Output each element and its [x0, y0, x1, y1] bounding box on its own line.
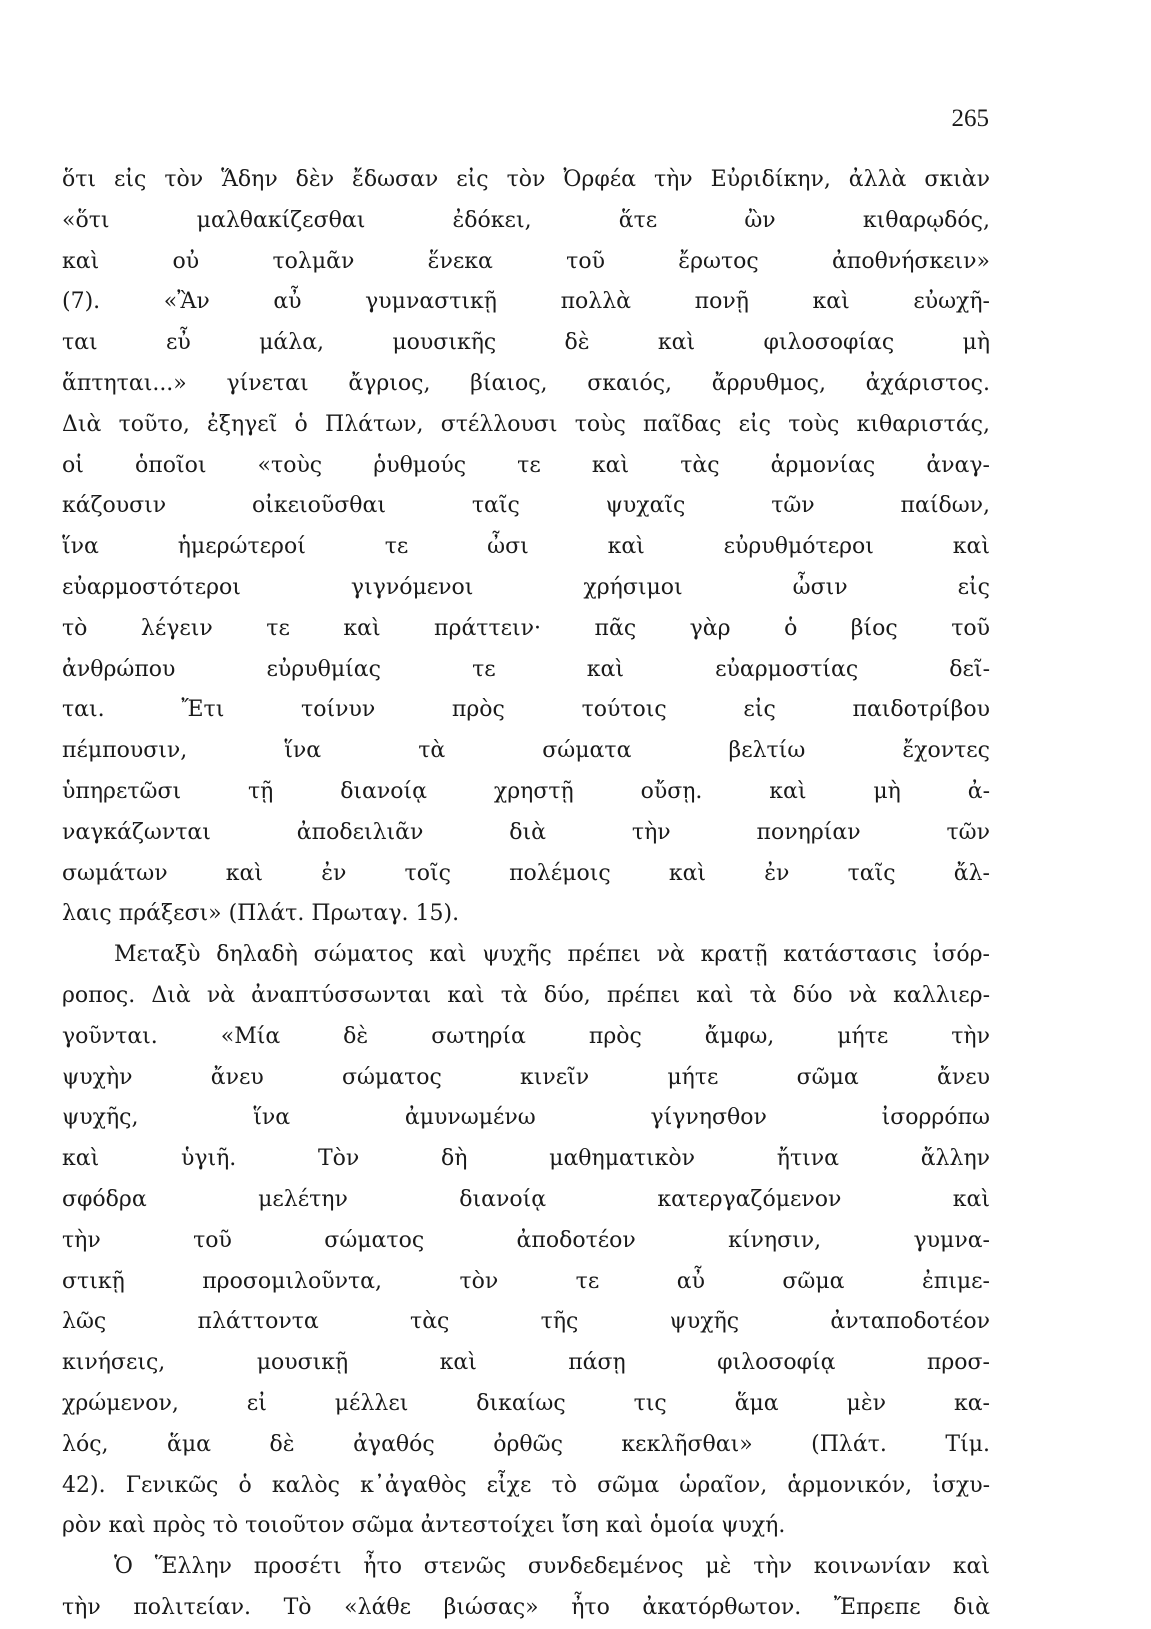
text-line: 42). Γενικῶς ὁ καλὸς κ᾽ἀγαθὸς εἶχε τὸ σῶμα ὡραῖον, ἁρμονικόν, ἰσχυ- [62, 1472, 990, 1498]
text-line: κινήσεις, μουσικῇ καὶ πάσῃ φιλοσοφίᾳ προσ- [62, 1350, 990, 1376]
text-line: κάζουσιν οἰκειοῦσθαι ταῖς ψυχαῖς τῶν παίδων, [62, 493, 990, 519]
text-line: ψυχὴν ἄνευ σώματος κινεῖν μήτε σῶμα ἄνευ [62, 1064, 990, 1090]
text-line: ρὸν καὶ πρὸς τὸ τοιοῦτον σῶμα ἀντεστοίχει ἴση καὶ ὁμοία ψυχή. [62, 1513, 786, 1539]
text-line: ἵνα ἡμερώτεροί τε ὦσι καὶ εὐρυθμότεροι καὶ [62, 534, 990, 560]
text-line: τὸ λέγειν τε καὶ πράττειν· πᾶς γὰρ ὁ βίος τοῦ [62, 615, 990, 641]
text-line: σφόδρα μελέτην διανοίᾳ κατεργαζόμενον καὶ [62, 1186, 990, 1212]
text-line: στικῇ προσομιλοῦντα, τὸν τε αὖ σῶμα ἐπιμε- [62, 1268, 990, 1294]
text-line: Μεταξὺ δηλαδὴ σώματος καὶ ψυχῆς πρέπει νὰ κρατῇ κατάστασις ἰσόρ- [114, 942, 990, 968]
text-line: ἀνθρώπου εὐρυθμίας τε καὶ εὐαρμοστίας δεῖ- [62, 656, 990, 682]
text-line: χρώμενον, εἰ μέλλει δικαίως τις ἅμα μὲν κα- [62, 1390, 990, 1416]
text-line: οἱ ὁποῖοι «τοὺς ῥυθμούς τε καὶ τὰς ἁρμονίας ἀναγ- [62, 452, 990, 478]
text-line: ναγκάζωνται ἀποδειλιᾶν διὰ τὴν πονηρίαν τῶν [62, 819, 990, 845]
text-line: ται εὖ μάλα, μουσικῆς δὲ καὶ φιλοσοφίας μὴ [62, 330, 990, 356]
page-number: 265 [951, 105, 989, 132]
text-line: καὶ οὐ τολμᾶν ἕνεκα τοῦ ἔρωτος ἀποθνήσκειν» [62, 248, 990, 274]
text-line: ται. Ἔτι τοίνυν πρὸς τούτοις εἰς παιδοτρίβου [62, 697, 990, 723]
text-line: ἅπτηται...» γίνεται ἄγριος, βίαιος, σκαιός, ἄρρυθμος, ἀχάριστος. [62, 370, 990, 396]
text-line: σωμάτων καὶ ἐν τοῖς πολέμοις καὶ ἐν ταῖς ἄλ- [62, 860, 990, 886]
text-line: ψυχῆς, ἵνα ἀμυνωμένω γίγνησθον ἰσορρόπω [62, 1105, 990, 1131]
text-line: ὑπηρετῶσι τῇ διανοίᾳ χρηστῇ οὔσῃ. καὶ μὴ ἀ- [62, 778, 990, 804]
text-line: «ὅτι μαλθακίζεσθαι ἐδόκει, ἅτε ὢν κιθαρῳδός, [62, 207, 990, 233]
text-line: τὴν τοῦ σώματος ἀποδοτέον κίνησιν, γυμνα- [62, 1227, 990, 1253]
text-line: λαις πράξεσι» (Πλάτ. Πρωταγ. 15). [62, 901, 460, 927]
text-line: Ὁ Ἕλλην προσέτι ἦτο στενῶς συνδεδεμένος μὲ τὴν κοινωνίαν καὶ [114, 1554, 990, 1580]
body-text [62, 160, 990, 1629]
text-line: λός, ἅμα δὲ ἀγαθός ὀρθῶς κεκλῆσθαι» (Πλάτ. Τίμ. [62, 1431, 990, 1457]
text-line: λῶς πλάττοντα τὰς τῆς ψυχῆς ἀνταποδοτέον [62, 1309, 990, 1335]
text-line: εὐαρμοστότεροι γιγνόμενοι χρήσιμοι ὦσιν εἰς [62, 574, 990, 600]
text-line: πέμπουσιν, ἵνα τὰ σώματα βελτίω ἔχοντες [62, 738, 990, 764]
text-line: ὅτι εἰς τὸν Ἅδην δὲν ἔδωσαν εἰς τὸν Ὀρφέα τὴν Εὐριδίκην, ἀλλὰ σκιὰν [62, 167, 990, 192]
text-line: ροπος. Διὰ νὰ ἀναπτύσσωνται καὶ τὰ δύο, πρέπει καὶ τὰ δύο νὰ καλλιερ- [62, 982, 990, 1008]
text-line: (7). «Ἂν αὖ γυμναστικῇ πολλὰ πονῇ καὶ εὐωχῆ- [62, 289, 990, 315]
text-line: καὶ ὑγιῆ. Τὸν δὴ μαθηματικὸν ἤτινα ἄλλην [62, 1146, 990, 1172]
text-line: γοῦνται. «Μία δὲ σωτηρία πρὸς ἄμφω, μήτε τὴν [62, 1023, 990, 1049]
text-line: τὴν πολιτείαν. Τὸ «λάθε βιώσας» ἦτο ἀκατόρθωτον. Ἔπρεπε διὰ [62, 1594, 990, 1620]
text-line: Διὰ τοῦτο, ἐξηγεῖ ὁ Πλάτων, στέλλουσι τοὺς παῖδας εἰς τοὺς κιθαριστάς, [62, 411, 990, 437]
